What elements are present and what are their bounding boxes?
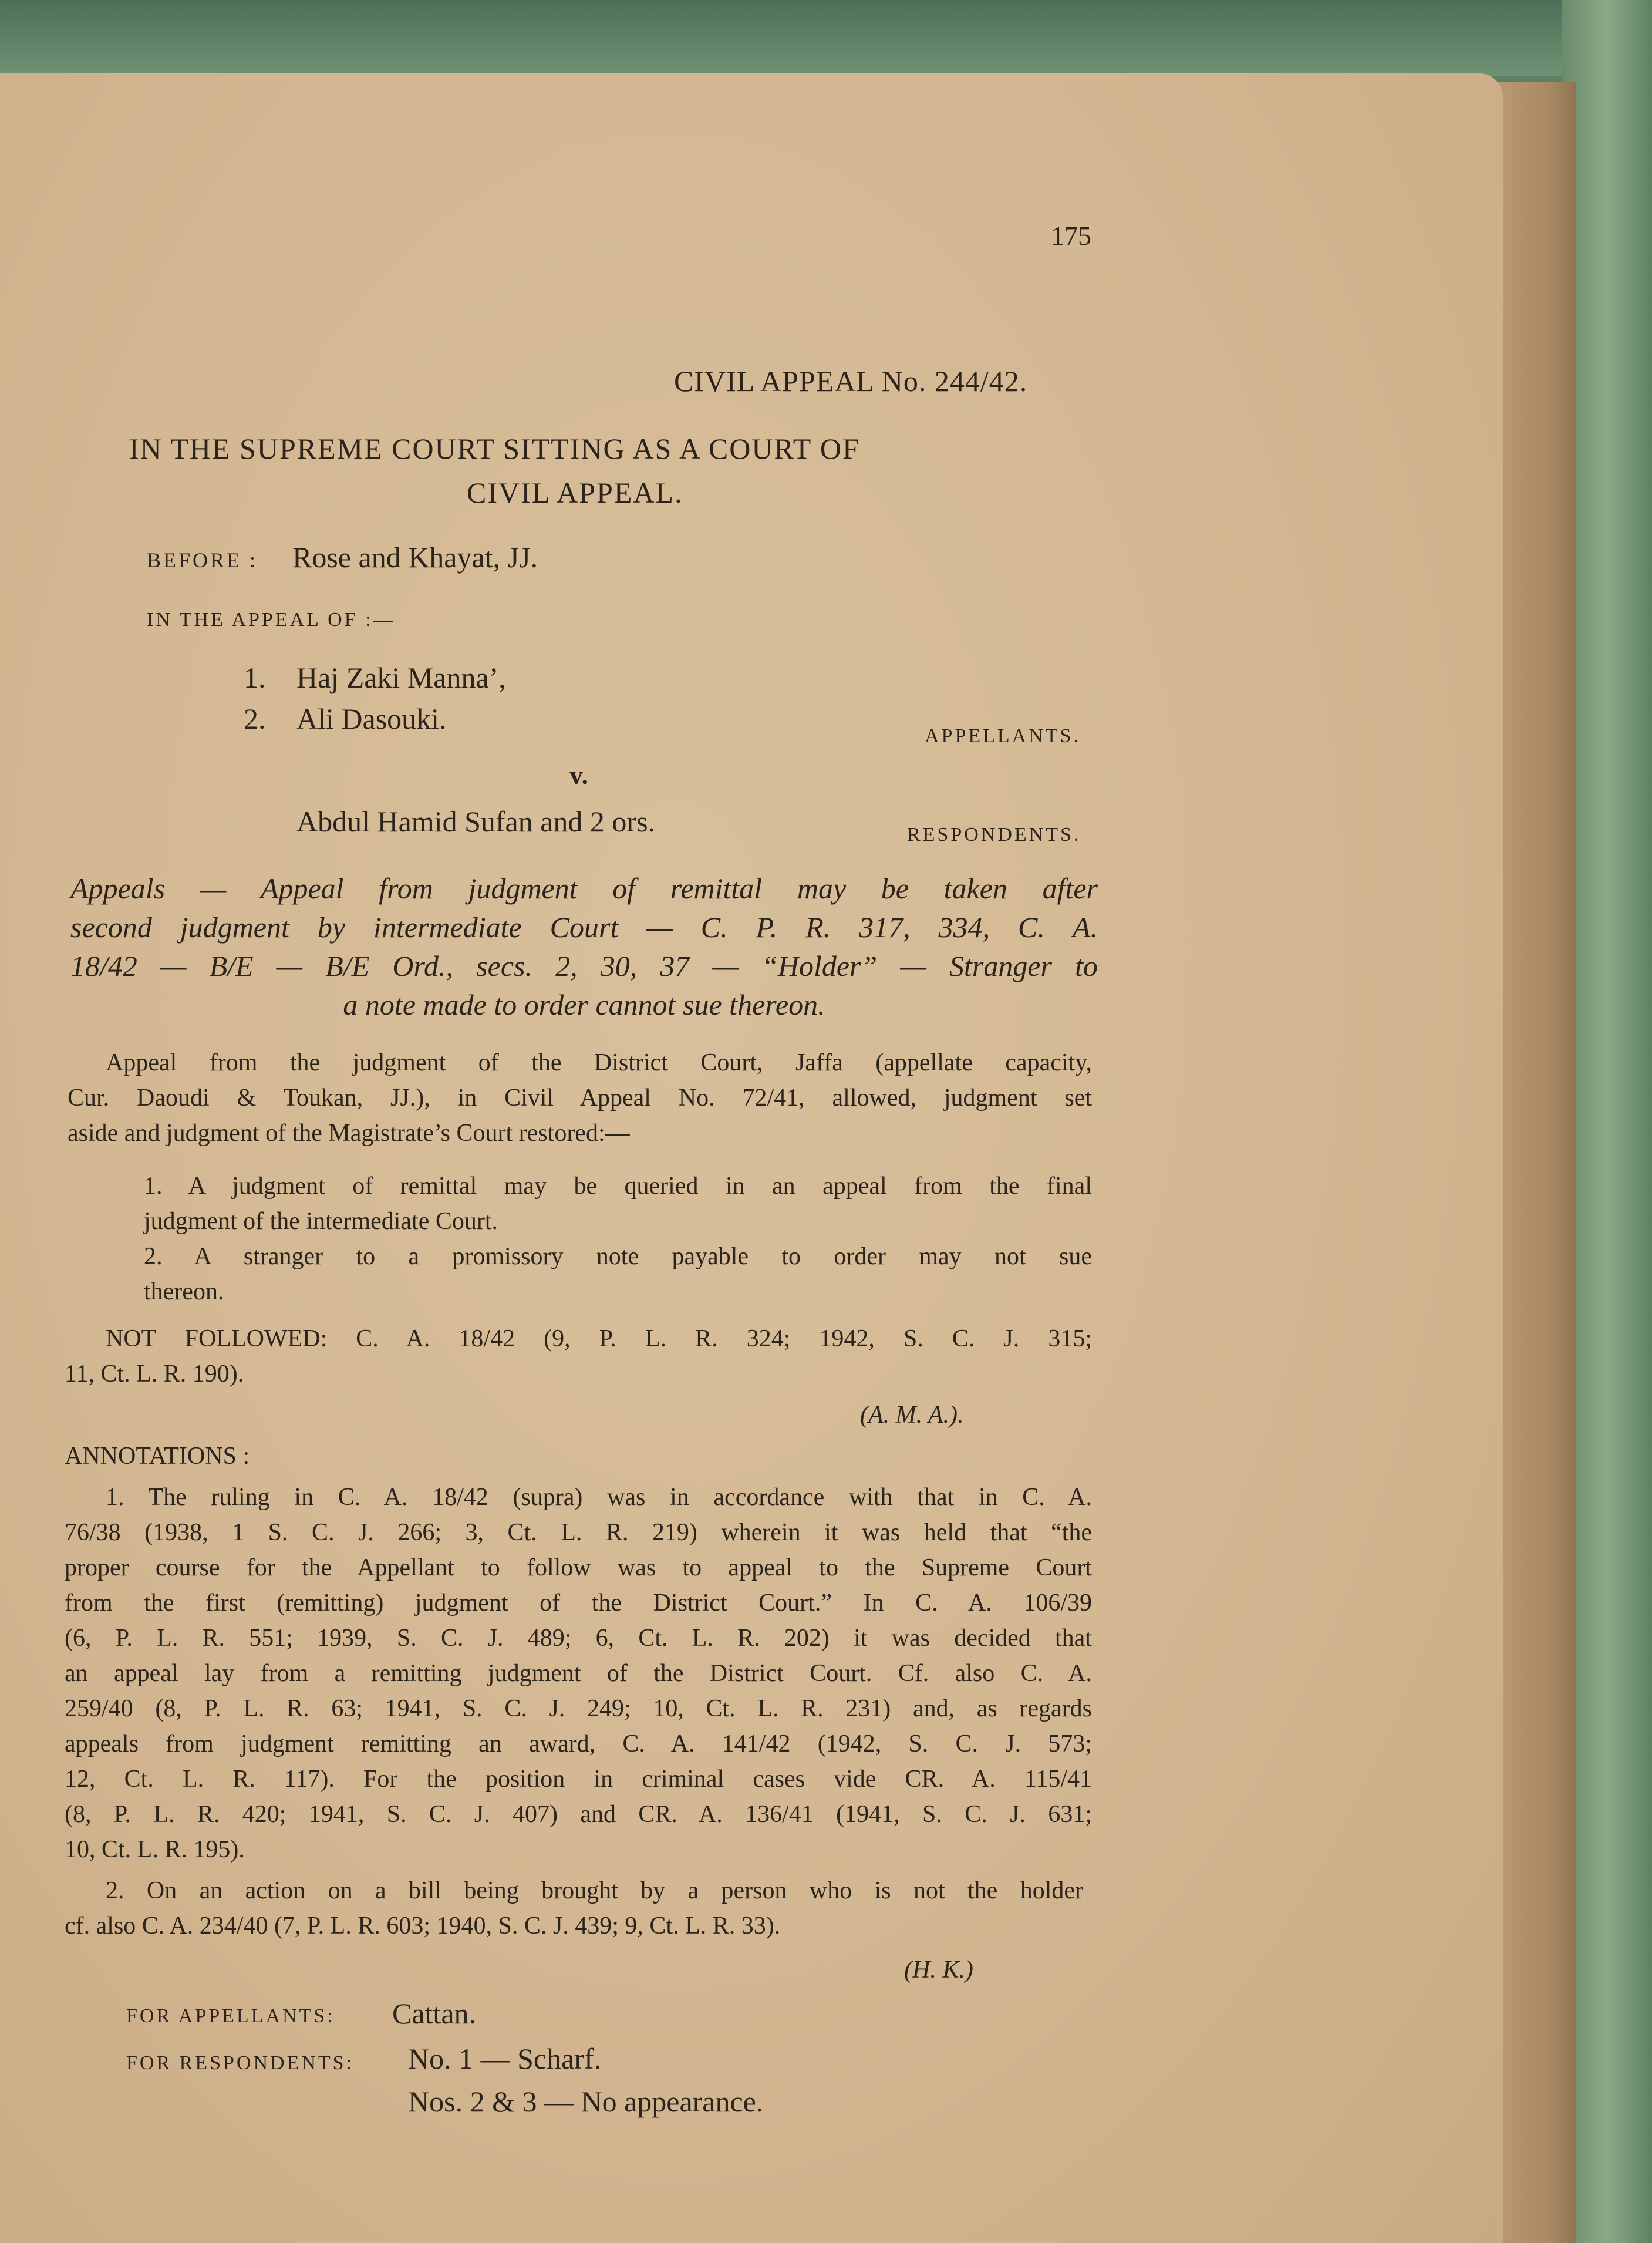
annotation-line: 2. On an action on a bill being brought by a person who is not the holder	[106, 1877, 1083, 1904]
for-appellants-label: FOR APPELLANTS:	[126, 2005, 335, 2027]
annotation-line: (8, P. L. R. 420; 1941, S. C. J. 407) and CR. A. 136/41 (1941, S. C. J. 631;	[65, 1801, 1092, 1828]
annotation-line: an appeal lay from a remitting judgment of the District Court. Cf. also C. A.	[65, 1660, 1092, 1687]
appellants-label: APPELLANTS.	[925, 725, 1081, 747]
book-page	[0, 73, 1503, 2243]
appellant-2-name: Ali Dasouki.	[296, 702, 447, 735]
annotation-line: proper course for the Appellant to follow was to appeal to the Supreme Court	[65, 1554, 1092, 1581]
intro-paragraph	[68, 1045, 1092, 1151]
appellant-2-number: 2.	[244, 702, 266, 735]
not-followed-line: 11, Ct. L. R. 190).	[65, 1360, 244, 1387]
appellant-1-name: Haj Zaki Manna’,	[296, 661, 506, 694]
annotation-line: 12, Ct. L. R. 117). For the position in criminal cases vide CR. A. 115/41	[65, 1766, 1092, 1793]
intro-line: Appeal from the judgment of the District Court, Jaffa (appellate capacity,	[106, 1049, 1092, 1076]
not-followed	[65, 1321, 1092, 1392]
annotation-line: 76/38 (1938, 1 S. C. J. 266; 3, Ct. L. R. 219) wherein it was held that “the	[65, 1519, 1092, 1546]
case-number: CIVIL APPEAL No. 244/42.	[674, 365, 1028, 398]
respondents-name: Abdul Hamid Sufan and 2 ors.	[296, 805, 656, 838]
intro-line: Cur. Daoudi & Toukan, JJ.), in Civil Appeal No. 72/41, allowed, judgment set	[68, 1085, 1092, 1112]
held-1	[144, 1168, 1092, 1239]
book-cover-top	[0, 0, 1652, 76]
intro-line: aside and judgment of the Magistrate’s Court restored:—	[68, 1120, 630, 1147]
before-label: BEFORE :	[147, 548, 258, 572]
annotation-line: 1. The ruling in C. A. 18/42 (supra) was in accordance with that in C. A.	[106, 1484, 1092, 1511]
annotation-line: from the first (remitting) judgment of the District Court.” In C. A. 106/39	[65, 1589, 1092, 1616]
for-respondents-label: FOR RESPONDENTS:	[126, 2052, 355, 2074]
held-line: 1. A judgment of remittal may be queried in an appeal from the final	[144, 1173, 1092, 1200]
annotation-line: 259/40 (8, P. L. R. 63; 1941, S. C. J. 249; 10, Ct. L. R. 231) and, as regards	[65, 1695, 1092, 1722]
for-respondents-counsel-2: Nos. 2 & 3 — No appearance.	[408, 2085, 764, 2118]
annotation-line: (6, P. L. R. 551; 1939, S. C. J. 489; 6, Ct. L. R. 202) it was decided that	[65, 1625, 1092, 1652]
page-number: 175	[1051, 221, 1091, 251]
for-appellants-counsel: Cattan.	[392, 1997, 477, 2030]
before-judges: Rose and Khayat, JJ.	[292, 541, 538, 574]
held-2	[144, 1239, 1092, 1309]
for-respondents-counsel-1: No. 1 — Scharf.	[408, 2042, 602, 2075]
versus: v.	[569, 760, 588, 790]
annotation-2	[65, 1873, 1083, 1944]
court-title-line1: IN THE SUPREME COURT SITTING AS A COURT OF	[129, 432, 860, 465]
respondents-label: RESPONDENTS.	[907, 824, 1081, 846]
headnote-line: 18/42 — B/E — B/E Ord., secs. 2, 30, 37 — “Holder” — Stranger to	[70, 949, 1098, 982]
headnote-line: Appeals — Appeal from judgment of remittal may be taken after	[70, 872, 1098, 905]
initials-ama: (A. M. A.).	[860, 1402, 964, 1429]
held-line: 2. A stranger to a promissory note payable to order may not sue	[144, 1243, 1092, 1270]
initials-hk: (H. K.)	[904, 1956, 973, 1983]
appellant-1-number: 1.	[244, 661, 266, 694]
annotation-line: appeals from judgment remitting an award, C. A. 141/42 (1942, S. C. J. 573;	[65, 1730, 1092, 1757]
annotation-1	[65, 1480, 1092, 1867]
held-line: judgment of the intermediate Court.	[144, 1208, 498, 1235]
not-followed-line: NOT FOLLOWED: C. A. 18/42 (9, P. L. R. 324; 1942, S. C. J. 315;	[106, 1325, 1092, 1352]
headnote-line: a note made to order cannot sue thereon.	[343, 988, 825, 1021]
held-line: thereon.	[144, 1278, 224, 1305]
annotations-label: ANNOTATIONS :	[65, 1443, 250, 1470]
court-title-line2: CIVIL APPEAL.	[467, 476, 683, 509]
headnote	[70, 869, 1098, 1024]
headnote-line: second judgment by intermediate Court — C. P. R. 317, 334, C. A.	[70, 911, 1098, 944]
in-appeal-of: IN THE APPEAL OF :—	[147, 609, 396, 631]
annotation-line: 10, Ct. L. R. 195).	[65, 1836, 245, 1863]
annotation-line: cf. also C. A. 234/40 (7, P. L. R. 603; 1940, S. C. J. 439; 9, Ct. L. R. 33).	[65, 1912, 781, 1939]
